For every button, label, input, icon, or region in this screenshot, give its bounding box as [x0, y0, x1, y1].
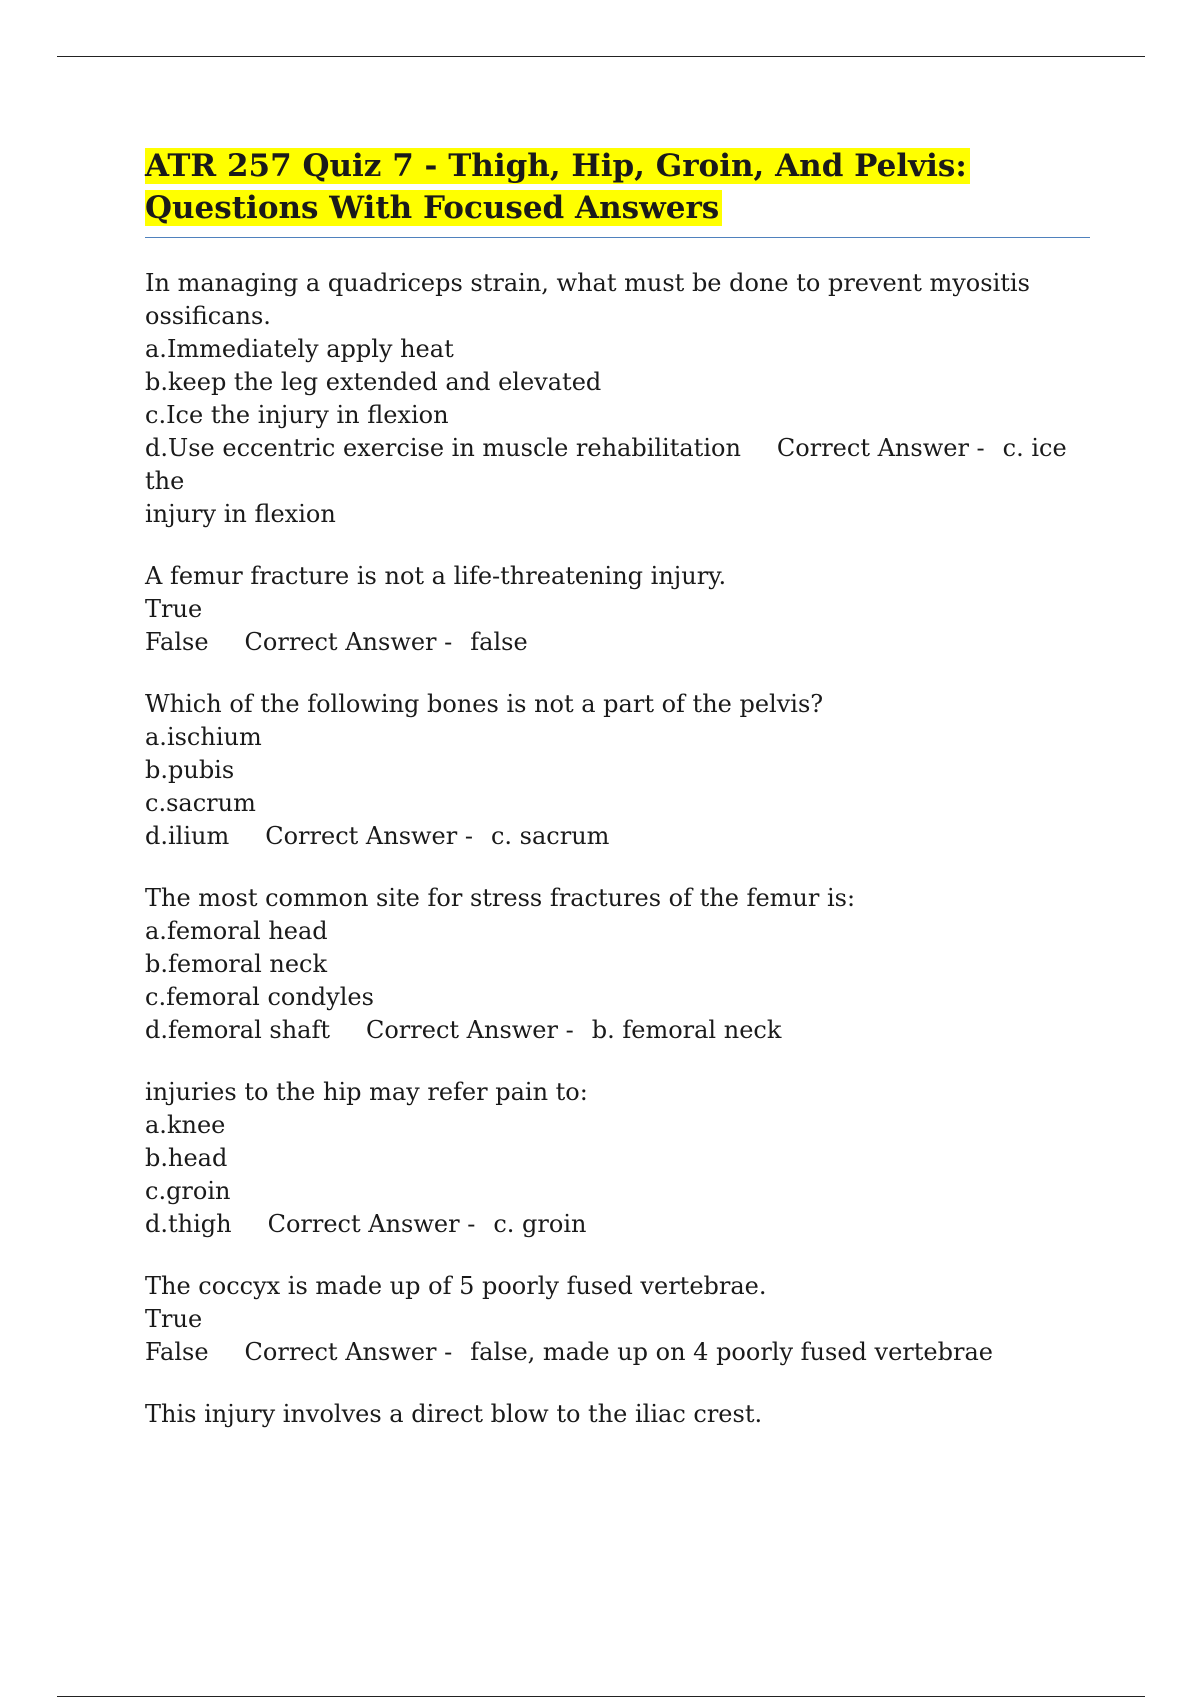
correct-answer: b. femoral neck: [591, 1016, 782, 1044]
correct-answer: c. ice the: [145, 434, 1075, 495]
question-block: [145, 1076, 1090, 1241]
footer-rule: [57, 1696, 1145, 1697]
answer-option: b.pubis: [145, 756, 235, 784]
title-underline: [145, 237, 1090, 238]
correct-answer-label: Correct Answer -: [244, 1338, 453, 1366]
option-with-answer: [145, 820, 1090, 853]
answer-option: a.knee: [145, 1111, 226, 1139]
question-block: [145, 1398, 1090, 1431]
question-text: In managing a quadriceps strain, what must be done to prevent myositis: [145, 269, 1030, 297]
question-text: The coccyx is made up of 5 poorly fused vertebrae.: [145, 1272, 767, 1300]
correct-answer-continued: injury in flexion: [145, 500, 336, 528]
answer-option: True: [145, 595, 203, 623]
title-line-2: Questions With Focused Answers: [145, 190, 722, 226]
correct-answer-label: Correct Answer -: [267, 1210, 476, 1238]
answer-option: d.ilium: [145, 822, 230, 850]
option-with-answer: [145, 1208, 1090, 1241]
option-with-answer: [145, 1014, 1090, 1047]
question-text: ossificans.: [145, 302, 271, 330]
answer-option: c.groin: [145, 1177, 231, 1205]
title-line-1: ATR 257 Quiz 7 - Thigh, Hip, Groin, And Pelvis:: [145, 148, 970, 184]
question-block: [145, 560, 1090, 659]
answer-option: d.femoral shaft: [145, 1016, 330, 1044]
answer-option: d.Use eccentric exercise in muscle rehabilitation: [145, 434, 741, 462]
answer-option: a.ischium: [145, 723, 262, 751]
answer-option: a.Immediately apply heat: [145, 335, 454, 363]
page-title: [145, 145, 1090, 229]
question-text: A femur fracture is not a life-threatening injury.: [145, 562, 727, 590]
option-with-answer: [145, 432, 1090, 498]
correct-answer: c. sacrum: [490, 822, 610, 850]
correct-answer: false, made up on 4 poorly fused vertebrae: [470, 1338, 993, 1366]
correct-answer-label: Correct Answer -: [244, 628, 453, 656]
answer-option: a.femoral head: [145, 917, 328, 945]
answer-option: b.head: [145, 1144, 228, 1172]
correct-answer: false: [470, 628, 528, 656]
correct-answer-label: Correct Answer -: [365, 1016, 574, 1044]
question-text: Which of the following bones is not a part of the pelvis?: [145, 690, 824, 718]
answer-option: b.keep the leg extended and elevated: [145, 368, 602, 396]
correct-answer-label: Correct Answer -: [776, 434, 985, 462]
question-block: [145, 267, 1090, 531]
question-text: The most common site for stress fractures of the femur is:: [145, 884, 856, 912]
answer-option: False: [145, 628, 209, 656]
question-text: injuries to the hip may refer pain to:: [145, 1078, 588, 1106]
correct-answer-label: Correct Answer -: [265, 822, 473, 850]
answer-option: False: [145, 1338, 209, 1366]
answer-option: c.sacrum: [145, 789, 256, 817]
answer-option: d.thigh: [145, 1210, 232, 1238]
answer-option: c.Ice the injury in flexion: [145, 401, 449, 429]
question-block: [145, 1270, 1090, 1369]
answer-option: True: [145, 1305, 203, 1333]
question-text: This injury involves a direct blow to the iliac crest.: [145, 1400, 763, 1428]
answer-option: b.femoral neck: [145, 950, 328, 978]
option-with-answer: [145, 626, 1090, 659]
header-rule: [57, 56, 1145, 57]
question-block: [145, 688, 1090, 853]
answer-option: c.femoral condyles: [145, 983, 374, 1011]
correct-answer: c. groin: [493, 1210, 587, 1238]
question-block: [145, 882, 1090, 1047]
document-body: [145, 145, 1090, 1431]
option-with-answer: [145, 1336, 1090, 1369]
